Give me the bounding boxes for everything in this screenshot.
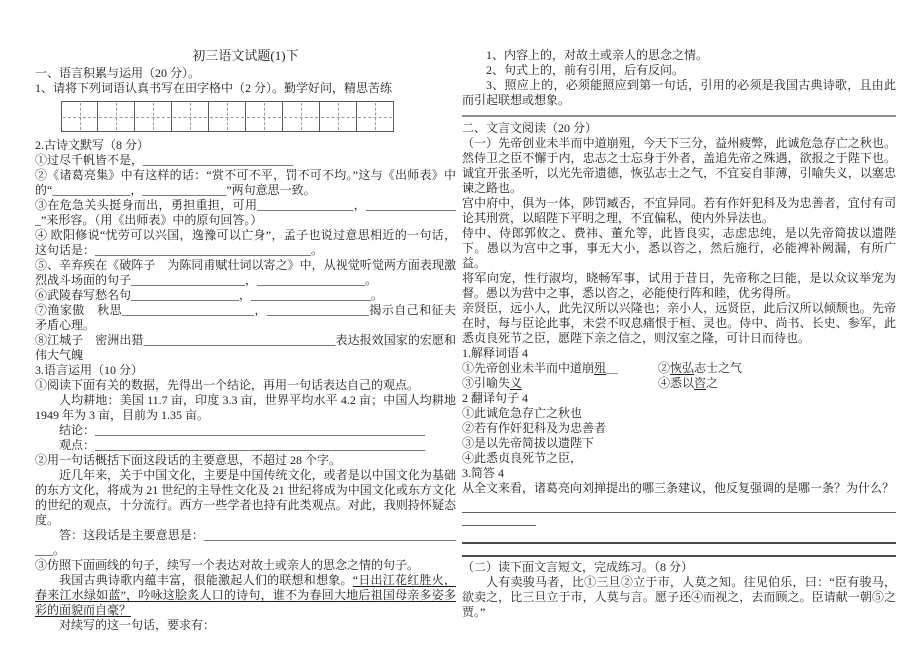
underlined-word: 殂 [594,361,607,375]
grid-cell [172,101,209,132]
dictation-item: ①过尽千帆皆不是，_________________________ [35,153,294,167]
dictation-item: ④ 欧阳修说“忧劳可以兴国，逸豫可以亡身”，孟子也说过意思相近的一句话，这句话是：____________________________________。 [35,228,456,257]
section-2-heading: 二、文言文阅读（20 分） [462,121,598,135]
grid-cell [98,101,135,132]
requirement-note: 3、照应上的，必须能照应到第一句话，引用的必须是我国古典诗歌，且由此而引起联想或想象。 [462,78,896,107]
grid-cell [283,101,320,132]
q3-3-requirement: 对续写的这一句话，要求有： [59,618,216,632]
q3-2-answer-blank: 答：这段话是主要意思是：_____________________________________________。 [35,528,456,557]
q3-3-example-underlined-text: “日出江花红胜火，春来江水绿如蓝”，吟咏这脍炙人口的诗句，谁不为春回大地后祖国母亲多姿多彩的面貌而自豪？ [35,573,456,617]
grid-cell [246,101,283,132]
translate-item: ④此悉贞良死节之臣， [462,451,583,465]
answer-blank-line [462,525,536,526]
classical-passage-paragraph: 侍中、侍郎郭攸之、费祎、董允等，此皆良实，志虑忠纯，是以先帝简拔以遗陛下。愚以为宫中之事，事无大小，悉以咨之，然后施行，必能裨补阙漏，有所广益。 [462,226,896,270]
explain-word-item [658,361,896,376]
q3-1-conclusion-blank: 结论：_______________________________________________________ [59,423,426,437]
item-text: ④悉以 [658,376,695,390]
underlined-word: 恢弘 [670,361,695,375]
q3-1-opinion-blank: 观点：_______________________________________________________ [59,438,426,452]
q3-2-intro: ②用一句话概括下面这段话的主要意思，不超过 28 个字。 [35,453,342,467]
question-2-heading: 2.古诗文默写（8 分） [35,138,150,152]
q3-3-intro: ③仿照下面画线的句子，续写一个表达对故土或亲人的思念之情的句子。 [35,558,420,572]
item-text: ② [658,361,671,375]
q3-2-passage: 近几年来，关于中国文化，主要是中国传统文化，或者是以中国文化为基础的东方文化，将成为 21 世纪的主导性文化及 21 世纪将成为中国文化或东方文化的世纪的观点，十分流行。西方一些学者也持有此类观点。对此，我则持怀疑态度。 [35,468,456,527]
short-answer-heading: 3.简答 4 [462,466,505,480]
q3-1-data: 人均耕地：美国 11.7 亩，印度 3.3 亩，世界平均水平 4.2 亩；中国人均耕地 1949 年为 3 亩，目前为 1.35 亩。 [35,393,456,422]
explain-words-heading: 1.解释词语 4 [462,346,529,360]
item-text: ＿ [606,361,619,375]
explain-word-item [462,361,658,376]
answer-rule-line [462,542,896,544]
grid-cell [357,101,394,132]
question-1-text: 1、请将下列词语认真书写在田字格中（2 分）。勤学好问，精思苦练 [35,81,393,95]
tianzige-writing-grid [61,101,456,132]
dictation-item: ②《诸葛亮集》中有这样的话：“赏不可不平，罚不可不均。”这与《出师表》中的“_____________，______________”两句意思一致。 [35,168,456,197]
item-text: ①先帝创业未半而中道崩 [462,361,595,375]
requirement-note: 2、句式上的，前有引用，后有反问。 [486,63,685,77]
dictation-item: ③在危急关头挺身而出，勇担重担，可用________________，________________”来形容。（用《出师表》中的原句回答。） [35,198,456,227]
translate-heading: 2 翻译句子 4 [462,391,529,405]
right-column [462,48,896,620]
explain-word-item [658,376,896,391]
translate-item: ③是以先帝简拔以遗陛下 [462,436,595,450]
requirement-note: 1、内容上的，对故土或亲人的思念之情。 [486,48,709,62]
grid-cell [320,101,357,132]
part-2-passage: 人有卖骏马者，比①三旦②立于市，人莫之知。往见伯乐，曰：“臣有骏马，欲卖之，比三旦立于市，人莫与言。愿子还④而视之，去而顾之。臣请献一朝⑤之贾。” [462,575,896,619]
left-column [35,48,456,633]
item-text: 之 [706,376,719,390]
classical-passage-paragraph: 亲贤臣，远小人，此先汉所以兴隆也；亲小人，远贤臣，此后汉所以倾颓也。先帝在时，每与臣论此事，未尝不叹息痛恨于桓、灵也。侍中、尚书、长史、参军，此悉贞良死节之臣，愿陛下亲之信之，则汉室之隆，可计日而待也。 [462,301,896,345]
dictation-item: ⑤、辛弃疾在《破阵子 为陈同甫赋壮词以寄之》中，从视觉听觉两方面表现激烈战斗场面的句子___________________，__________________。 [35,258,456,287]
classical-passage-paragraph: 宫中府中，俱为一体，陟罚臧否，不宜异同。若有作奸犯科及为忠善者，宜付有司论其刑赏，以昭陛下平明之理，不宜偏私，使内外异法也。 [462,196,896,225]
dictation-item: ⑥武陵春写愁名句__________________，____________________。 [35,288,384,302]
item-text: ③引喻失 [462,376,511,390]
explain-word-item [462,376,658,391]
q3-3-example-lead: 我国古典诗歌内蕴丰富，很能激起人们的联想和想象。 [59,573,353,587]
answer-blank-line [462,512,896,513]
part-2-heading: （二）读下面文言短文，完成练习。（8 分） [462,560,694,574]
section-divider [462,115,896,117]
underlined-word: 义 [510,376,523,390]
classical-passage-paragraph: （一）先帝创业未半而中道崩殂，今天下三分，益州疲弊，此诚危急存亡之秋也。然侍卫之臣不懈于内，忠志之士忘身于外者，盖追先帝之殊遇，欲报之于陛下也。诚宜开张圣听，以光先帝遗德，恢弘志士之气，不宜妄自菲薄，引喻失义，以塞忠谏之路也。 [462,136,896,195]
classical-passage-paragraph: 将军向宠，性行淑均，晓畅军事，试用于昔日，先帝称之曰能，是以众议举宠为督。愚以为营中之事，悉以咨之，必能使行阵和睦，优劣得所。 [462,271,896,300]
explain-words-grid [462,361,896,391]
answer-rule-line [462,555,896,557]
q3-1-intro: ①阅读下面有关的数据，先得出一个结论，再用一句话表达自己的观点。 [35,378,420,392]
underlined-word: 咨 [694,376,707,390]
page-title: 初三语文试题(1)下 [192,48,299,63]
dictation-item: ⑦渔家傲 秋思______________________，_________________揭示自己和征夫矛盾心理。 [35,303,456,332]
translate-item: ①此诚危急存亡之秋也 [462,406,583,420]
item-text: 志士之气 [694,361,743,375]
q3-3-example [35,573,456,618]
translate-item: ②若有作奸犯科及为忠善者 [462,421,607,435]
grid-cell [135,101,172,132]
grid-cell [209,101,246,132]
short-answer-question: 从全文来看，诸葛亮向刘掸提出的哪三条建议，他反复强调的是哪一条？为什么？ [462,481,895,495]
question-3-heading: 3.语言运用（10 分） [35,363,144,377]
dictation-item: ⑧江城子 密洲出猎________________________________表达报效国家的宏愿和伟大气魄 [35,333,456,362]
section-1-heading: 一、语言积累与运用（20 分）。 [35,66,201,80]
grid-cell [61,101,98,132]
